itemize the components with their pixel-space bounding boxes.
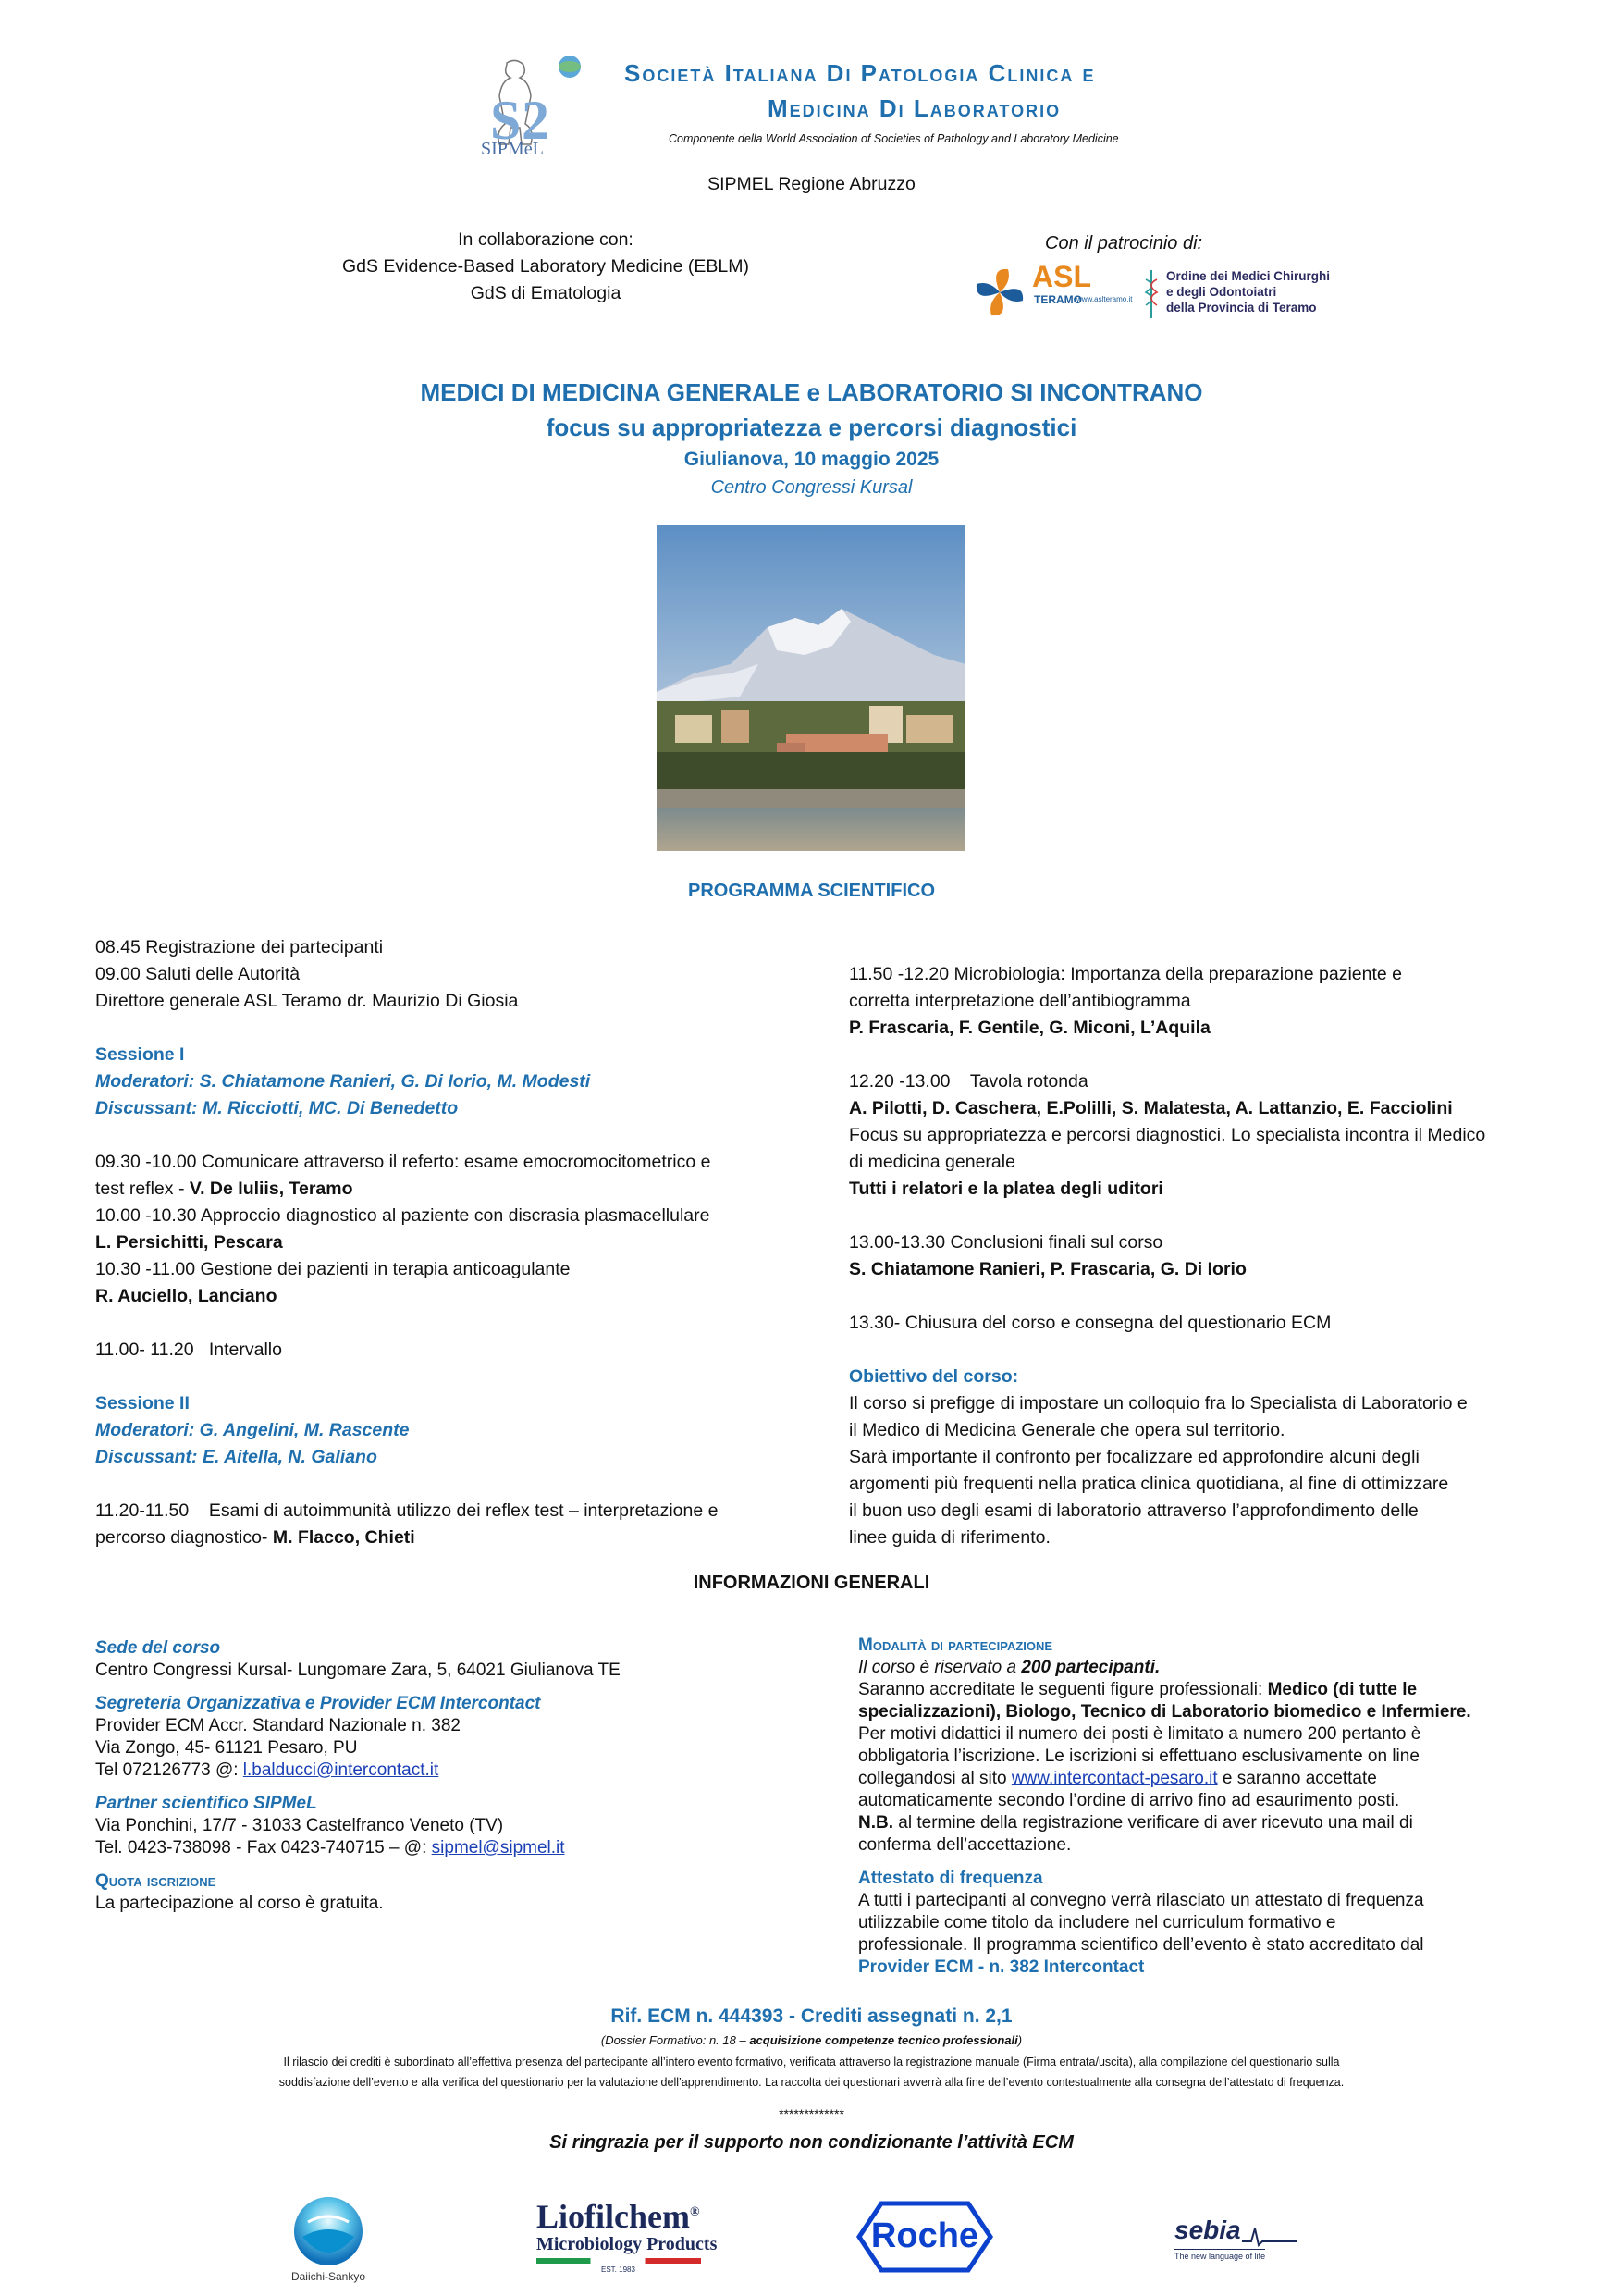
modalita-line2: specializzazioni), Biologo, Tecnico di Laboratorio biomedico e Infermiere. <box>858 1702 1471 1722</box>
info-left-column <box>95 1637 826 1915</box>
event-venue: Centro Congressi Kursal <box>710 477 913 498</box>
partner-line2: Tel. 0423-738098 - Fax 0423-740715 – @: sipmel@sipmel.it <box>95 1838 565 1858</box>
talk6-desc: Focus su appropriatezza e percorsi diagnostici. Lo specialista incontra il Medico <box>849 1125 1486 1145</box>
talk5-speakers: P. Frascaria, F. Gentile, G. Miconi, L’Aquila <box>849 1018 1211 1038</box>
liofilchem-registered: ® <box>689 2205 700 2219</box>
programma-right-column <box>849 961 1552 1551</box>
ordine-line1: Ordine dei Medici Chirurghi <box>1166 269 1331 283</box>
collab-label: In collaborazione con: <box>458 229 633 250</box>
roche-logo <box>855 2200 994 2274</box>
liofilchem-logo <box>536 2197 721 2280</box>
svg-text:S: S <box>490 90 522 151</box>
svg-text:2: 2 <box>522 90 549 151</box>
talk6-speakers: A. Pilotti, D. Caschera, E.Polilli, S. Malatesta, A. Lattanzio, E. Facciolini <box>849 1098 1453 1118</box>
talk3-speaker: R. Auciello, Lanciano <box>95 1286 277 1306</box>
talk6-desc-cont: di medicina generale <box>849 1152 1015 1172</box>
sede-title: Sede del corso <box>95 1638 221 1658</box>
event-title: MEDICI DI MEDICINA GENERALE e LABORATORIO SI INCONTRANO <box>420 378 1203 406</box>
modalita-line3: Per motivi didattici il numero dei posti è limitato a numero 200 pertanto è <box>858 1724 1421 1744</box>
ecm-note <box>37 2052 1586 2092</box>
programma-heading: PROGRAMMA SCIENTIFICO <box>687 881 936 901</box>
sebia-name: sebia <box>1174 2216 1241 2244</box>
objective-line5: il buon uso degli esami di laboratorio attraverso l’approfondimento delle <box>849 1500 1419 1521</box>
attestato-provider: Provider ECM - n. 382 Intercontact <box>858 1957 1145 1977</box>
quota-text: La partecipazione al corso è gratuita. <box>95 1894 384 1913</box>
sede-address: Centro Congressi Kursal- Lungomare Zara, 5, 64021 Giulianova TE <box>95 1660 621 1680</box>
prog-direttore: Direttore generale ASL Teramo dr. Maurizio Di Giosia <box>95 991 519 1011</box>
session2-discussants: Discussant: E. Aitella, N. Galiano <box>95 1447 377 1467</box>
ordine-line3: della Provincia di Teramo <box>1166 301 1317 315</box>
session2-moderators: Moderatori: G. Angelini, M. Rascente <box>95 1420 410 1440</box>
modalita-line6: automaticamente secondo l’ordine di arrivo fino ad esaurimento posti. <box>858 1791 1400 1810</box>
patronage-label: Con il patrocinio di: <box>1045 233 1203 253</box>
intercontact-website-link[interactable]: www.intercontact-pesaro.it <box>1011 1769 1218 1788</box>
break-item: 11.00- 11.20 Intervallo <box>95 1339 282 1360</box>
partner-title: Partner scientifico SIPMeL <box>95 1794 317 1813</box>
modalita-line1: Saranno accreditate le seguenti figure professionali: Medico (di tutte le <box>858 1680 1418 1699</box>
segreteria-line2: Via Zongo, 45- 61121 Pesaro, PU <box>95 1738 358 1758</box>
modalita-riservato: Il corso è riservato a 200 partecipanti. <box>858 1658 1161 1677</box>
modalita-title: Modalità di partecipazione <box>858 1636 1053 1655</box>
liofilchem-flag-bar <box>536 2258 701 2264</box>
sipmel-logo <box>470 54 590 169</box>
partner-line1: Via Ponchini, 17/7 - 31033 Castelfranco Veneto (TV) <box>95 1816 504 1835</box>
objective-line4: argomenti più frequenti nella pratica clinica quotidiana, al fine di ottimizzare <box>849 1474 1449 1494</box>
session2-title: Sessione II <box>95 1393 190 1413</box>
info-heading: INFORMAZIONI GENERALI <box>693 1573 930 1593</box>
stars-divider: ************* <box>779 2106 844 2121</box>
roche-name: Roche <box>870 2216 979 2255</box>
talk4-title: 11.20-11.50 Esami di autoimmunità utilizzo dei reflex test – interpretazione e <box>95 1500 719 1521</box>
partner-email-link[interactable]: sipmel@sipmel.it <box>431 1838 565 1858</box>
objective-line6: linee guida di riferimento. <box>849 1527 1051 1548</box>
attestato-line2: utilizzabile come titolo da includere nel curriculum formativo e <box>858 1913 1336 1932</box>
asl-sub: TERAMO <box>1034 293 1082 306</box>
talk2-speaker: L. Persichitti, Pescara <box>95 1232 283 1253</box>
talk7-speakers: S. Chiatamone Ranieri, P. Frascaria, G. Di Iorio <box>849 1259 1247 1279</box>
asl-pinwheel-icon <box>971 264 1028 321</box>
talk1-title-cont: test reflex - V. De Iuliis, Teramo <box>95 1179 353 1199</box>
region-label: SIPMEL Regione Abruzzo <box>707 174 916 194</box>
society-name-line2: Medicina Di Laboratorio <box>768 94 1062 122</box>
session1-moderators: Moderatori: S. Chiatamone Ranieri, G. Di Iorio, M. Modesti <box>95 1071 591 1092</box>
modalita-line8: conferma dell’accettazione. <box>858 1835 1072 1855</box>
talk1-speaker: V. De Iuliis, Teramo <box>189 1179 353 1199</box>
event-photo <box>657 525 965 851</box>
segreteria-line1: Provider ECM Accr. Standard Nazionale n. 382 <box>95 1716 461 1735</box>
event-subtitle: focus su appropriatezza e percorsi diagnostici <box>546 414 1077 441</box>
talk4-speaker: M. Flacco, Chieti <box>272 1527 415 1548</box>
daiichi-sankyo-logo <box>277 2194 379 2287</box>
daiichi-label: Daiichi-Sankyo <box>290 2270 366 2283</box>
quota-title: Quota iscrizione <box>95 1871 216 1891</box>
ecm-dossier: (Dossier Formativo: n. 18 – acquisizione competenze tecnico professionali) <box>600 2033 1023 2047</box>
objective-line2: il Medico di Medicina Generale che opera sul territorio. <box>849 1420 1285 1440</box>
thanks-line: Si ringrazia per il supporto non condizionante l’attività ECM <box>549 2132 1074 2153</box>
talk6-title: 12.20 -13.00 Tavola rotonda <box>849 1071 1088 1092</box>
session1-discussants: Discussant: M. Ricciotti, MC. Di Benedetto <box>95 1098 459 1118</box>
daiichi-globe-icon <box>291 2194 365 2268</box>
prog-saluti: 09.00 Saluti delle Autorità <box>95 964 301 984</box>
objective-title: Obiettivo del corso: <box>849 1366 1019 1387</box>
ecm-reference: Rif. ECM n. 444393 - Crediti assegnati n. 2,1 <box>610 2006 1013 2027</box>
ecm-note-line2: soddisfazione dell’evento e alla verifica del questionario per la valutazione dell’apprendimento. La raccolta dei questionari avverrà alla fine dell’evento contestualmente alla consegna dell’attestato di frequenza. <box>278 2076 1345 2089</box>
liofilchem-name: Liofilchem <box>536 2198 690 2235</box>
programma-left-column <box>95 934 817 1551</box>
talk2-title: 10.00 -10.30 Approccio diagnostico al paziente con discrasia plasmacellulare <box>95 1205 710 1226</box>
talk3-title: 10.30 -11.00 Gestione dei pazienti in terapia anticoagulante <box>95 1259 571 1279</box>
talk7-title: 13.00-13.30 Conclusioni finali sul corso <box>849 1232 1163 1253</box>
sebia-tagline: The new language of life <box>1174 2249 1265 2261</box>
sipmel-logo-text: SIPMeL <box>481 139 544 159</box>
sebia-logo <box>1170 2216 1309 2271</box>
segreteria-email-link[interactable]: l.balducci@intercontact.it <box>242 1760 439 1780</box>
ecm-note-line1: Il rilascio dei crediti è subordinato all’effettiva presenza del partecipante all’intero evento formativo, verificata attraverso la registrazione manuale (Firma entrata/uscita), alla compilazione del questionario sulla <box>283 2055 1340 2068</box>
giulianova-landscape-image <box>657 525 965 851</box>
liofilchem-est: EST. 1983 <box>601 2265 635 2274</box>
attestato-title: Attestato di frequenza <box>858 1869 1043 1888</box>
segreteria-line3: Tel 072126773 @: l.balducci@intercontact.it <box>95 1760 439 1780</box>
session1-title: Sessione I <box>95 1044 185 1065</box>
modalita-line5: collegandosi al sito www.intercontact-pesaro.it e saranno accettate <box>858 1769 1377 1788</box>
asl-url: www.aslteramo.it <box>1076 295 1133 303</box>
sebia-wave-icon <box>1242 2221 1297 2249</box>
modalita-line7: N.B. al termine della registrazione verificare di aver ricevuto una mail di <box>858 1813 1413 1833</box>
talk5-title-cont: corretta interpretazione dell’antibiogramma <box>849 991 1191 1011</box>
attestato-line1: A tutti i partecipanti al convegno verrà rilasciato un attestato di frequenza <box>858 1891 1424 1910</box>
collab-eblm: GdS Evidence-Based Laboratory Medicine (EBLM) <box>341 256 750 277</box>
segreteria-title: Segreteria Organizzativa e Provider ECM Intercontact <box>95 1694 541 1713</box>
info-right-column <box>858 1635 1524 1979</box>
caduceus-icon <box>1142 266 1161 320</box>
asl-name: ASL <box>1032 260 1091 293</box>
closing-item: 13.30- Chiusura del corso e consegna del questionario ECM <box>849 1313 1332 1333</box>
ordine-medici-logo <box>1142 266 1355 322</box>
liofilchem-tagline: Microbiology Products <box>536 2234 718 2254</box>
objective-line1: Il corso si prefigge di impostare un colloquio fra lo Specialista di Laboratorio e <box>849 1393 1468 1413</box>
attestato-line3: professionale. Il programma scientifico dell’evento è stato accreditato dal <box>858 1935 1424 1955</box>
talk6-all: Tutti i relatori e la platea degli uditori <box>849 1179 1163 1199</box>
talk5-title: 11.50 -12.20 Microbiologia: Importanza della preparazione paziente e <box>849 964 1403 984</box>
modalita-line4: obbligatoria l’iscrizione. Le iscrizioni si effettuano esclusivamente on line <box>858 1747 1420 1766</box>
talk4-title-cont: percorso diagnostico- M. Flacco, Chieti <box>95 1527 415 1548</box>
collaboration-block <box>296 227 795 307</box>
talk1-title: 09.30 -10.00 Comunicare attraverso il referto: esame emocromocitometrico e <box>95 1152 711 1172</box>
ordine-line2: e degli Odontoiatri <box>1166 285 1277 299</box>
asl-teramo-logo <box>971 260 1147 321</box>
event-date: Giulianova, 10 maggio 2025 <box>683 449 940 470</box>
objective-line3: Sarà importante il confronto per focalizzare ed approfondire alcuni degli <box>849 1447 1420 1467</box>
society-name-line1: Società Italiana Di Patologia Clinica e <box>624 59 1096 87</box>
society-subtitle: Componente della World Association of Societies of Pathology and Laboratory Medicine <box>669 132 1119 145</box>
prog-registrazione: 08.45 Registrazione dei partecipanti <box>95 937 384 957</box>
collab-ematologia: GdS di Ematologia <box>470 283 621 303</box>
